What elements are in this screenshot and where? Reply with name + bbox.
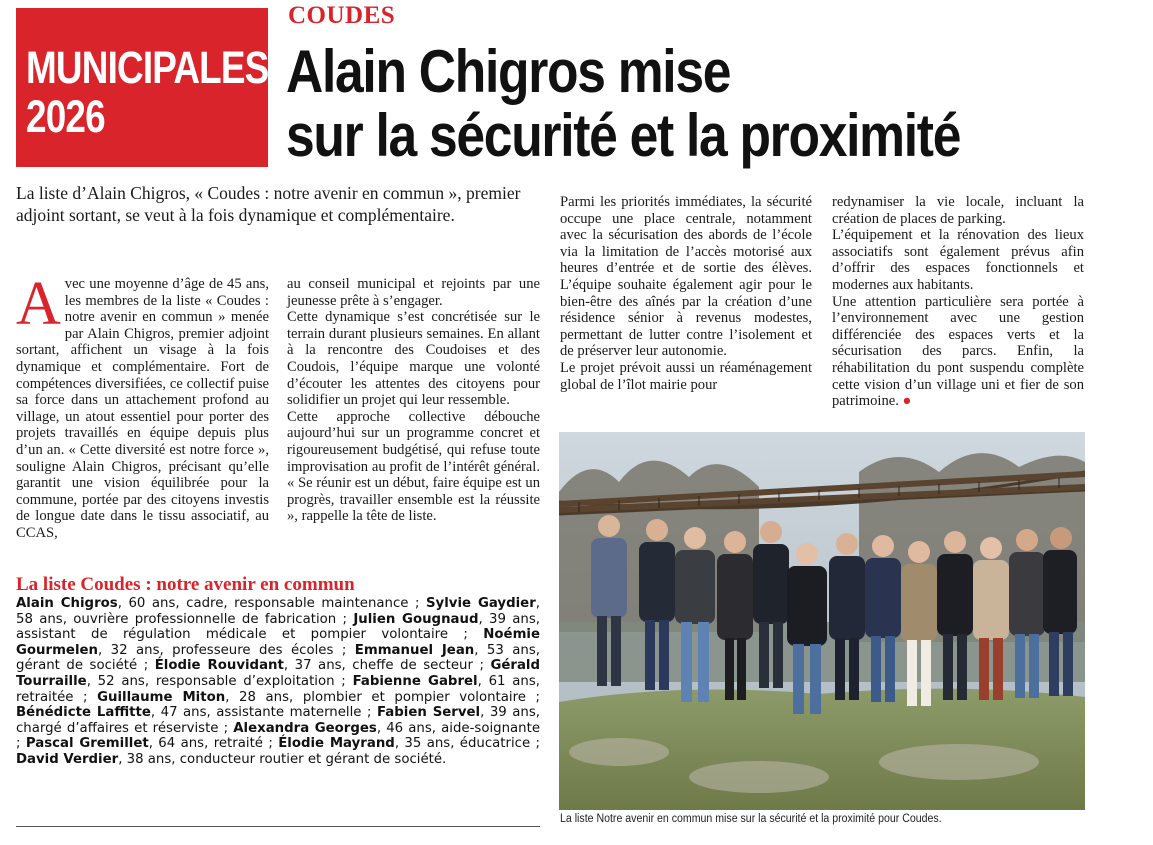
candidate-name: Fabien Servel <box>376 705 481 721</box>
end-mark-icon: ● <box>902 393 912 410</box>
candidate-description: , 37 ans, cheffe de secteur ; <box>283 658 491 674</box>
photo-caption: La liste Notre avenir en commun mise sur la sécurité et la proximité pour Coudes. <box>560 813 942 825</box>
candidate-description: , 32 ans, professeure des écoles ; <box>98 642 355 658</box>
candidate-name: Emmanuel Jean <box>354 642 475 658</box>
section-badge-line1: MUNICIPALES <box>26 42 269 93</box>
drop-cap: A <box>16 270 61 338</box>
article-paragraph: Cette dynamique s’est concrétisée sur le terrain durant plusieurs semaines. En allant à la rencontre des Coudoises et des Coudois, l’équipe marque une volonté d’écouter les attentes des citoyens pour solidifier un projet qui leur ressemble. <box>287 309 540 409</box>
kicker-location: COUDES <box>288 2 396 29</box>
article-paragraph: Cette approche collective débouche aujourd’hui sur un programme concret et rigoureusement budgétisé, qui refuse toute improvisation au profit de l’intérêt général. « Se réunir est un début, faire équipe est un progrès, travailler ensemble est la réussite », rappelle la tête de liste. <box>287 408 540 525</box>
candidate-description: , 58 ans, ouvrière professionnelle de fabrication ; <box>16 596 540 627</box>
candidate-description: , 39 ans, chargé d’affaires et réserviste ; <box>16 705 540 736</box>
candidate-description: , 64 ans, retraité ; <box>148 736 279 752</box>
candidate-description: , 38 ans, conducteur routier et gérant de société. <box>118 751 447 767</box>
article-paragraph: Parmi les priorités immédiates, la sécurité occupe une place centrale, notamment avec la sécurisation des abords de l’école via la limitation de l’accès motorisé aux heures d’entrée et de sortie des élèves. L’équipe souhaite également agir pour le bien-être des aînés par la création d’une résidence sénior à revenus modestes, permettant de lutter contre l’isolement et de préserver leur autonomie. <box>560 194 812 360</box>
candidate-name: Alexandra Georges <box>233 720 377 736</box>
candidate-name: Julien Gougnaud <box>353 611 479 627</box>
section-badge-line2: 2026 <box>26 91 105 142</box>
candidate-description: , 61 ans, retraitée ; <box>16 673 540 705</box>
article-column-1 <box>16 270 269 542</box>
article-column-3 <box>560 194 812 393</box>
candidate-list <box>16 596 540 768</box>
candidate-name: Gérald Tourraille <box>16 658 540 689</box>
candidate-description: , 28 ans, plombier et pompier volontaire ; <box>225 689 541 705</box>
candidate-name: David Verdier <box>16 751 119 767</box>
article-paragraph: au conseil municipal et rejoints par une jeunesse prête à s’engager. <box>287 276 540 309</box>
article-paragraph: L’équipement et la rénovation des lieux associatifs sont également prévus afin d’offrir des espaces fonctionnels et modernes aux habitants. <box>832 227 1084 293</box>
article-paragraph <box>832 294 1084 410</box>
team-photo-illustration <box>559 432 1085 810</box>
section-badge <box>16 8 268 167</box>
candidate-name: Élodie Mayrand <box>278 736 395 752</box>
headline-line2: sur la sécurité et la proximité <box>286 102 961 169</box>
candidate-description: , 53 ans, gérant de société ; <box>16 642 540 674</box>
candidate-description: , 46 ans, aide-soignante ; <box>16 720 540 752</box>
candidate-name: Bénédicte Laffitte <box>16 705 151 721</box>
article-column-4 <box>832 194 1084 410</box>
candidate-name: Élodie Rouvidant <box>154 658 284 674</box>
article-paragraph: vec une moyenne d’âge de 45 ans, les membres de la liste « Coudes : notre avenir en commun » menée par Alain Chigros, premier adjoint sortant, affichent un visage à la fois dynamique et complémentaire. Fort de compétences diversifiées, ce collectif puise sa force dans un attachement profond au village, un atout essentiel pour porter des projets travaillés en équipe depuis plus d’un an. « Cette diversité est notre force », souligne Alain Chigros, précisant qu’elle garantit une vision équilibrée pour la commune, portée par des citoyens investis de longue date dans le tissu associatif, au CCAS, <box>16 276 269 541</box>
article-paragraph: Le projet prévoit aussi un réaménagement global de l’îlot mairie pour <box>560 359 812 393</box>
standfirst: La liste d’Alain Chigros, « Coudes : notre avenir en commun », premier adjoint sortant, se veut à la fois dynamique et complémentaire. <box>16 183 521 225</box>
candidate-name: Noémie Gourmelen <box>16 627 540 658</box>
article-column-2 <box>287 276 540 525</box>
headline-line1: Alain Chigros mise <box>286 38 731 105</box>
article-paragraph-text: Une attention particulière sera portée à l’environnement avec une gestion différenciée des espaces verts et la sécurisation des parcs. Enfin, la réhabilitation du pont suspendu complète cette vision d’un village uni et fier de son patrimoine. <box>832 293 1084 410</box>
candidate-description: , 52 ans, responsable d’exploitation ; <box>86 673 353 689</box>
candidate-name: Guillaume Miton <box>97 689 226 705</box>
candidate-list-title: La liste Coudes : notre avenir en commun <box>16 574 355 595</box>
candidate-name: Alain Chigros <box>16 596 118 611</box>
candidate-description: , 47 ans, assistante maternelle ; <box>150 705 377 721</box>
candidate-description: , 60 ans, cadre, responsable maintenance ; <box>117 596 426 611</box>
candidate-description: , 35 ans, éducatrice ; <box>394 736 541 752</box>
headline <box>286 40 1070 168</box>
team-photo <box>559 432 1085 810</box>
divider <box>16 826 540 827</box>
article-paragraph: redynamiser la vie locale, incluant la création de places de parking. <box>832 194 1084 227</box>
candidate-name: Pascal Gremillet <box>25 736 149 752</box>
candidate-name: Fabienne Gabrel <box>352 673 478 689</box>
candidate-name: Sylvie Gaydier <box>425 596 536 611</box>
candidate-description: , 39 ans, assistant de régulation médicale et pompier volontaire ; <box>16 611 540 643</box>
